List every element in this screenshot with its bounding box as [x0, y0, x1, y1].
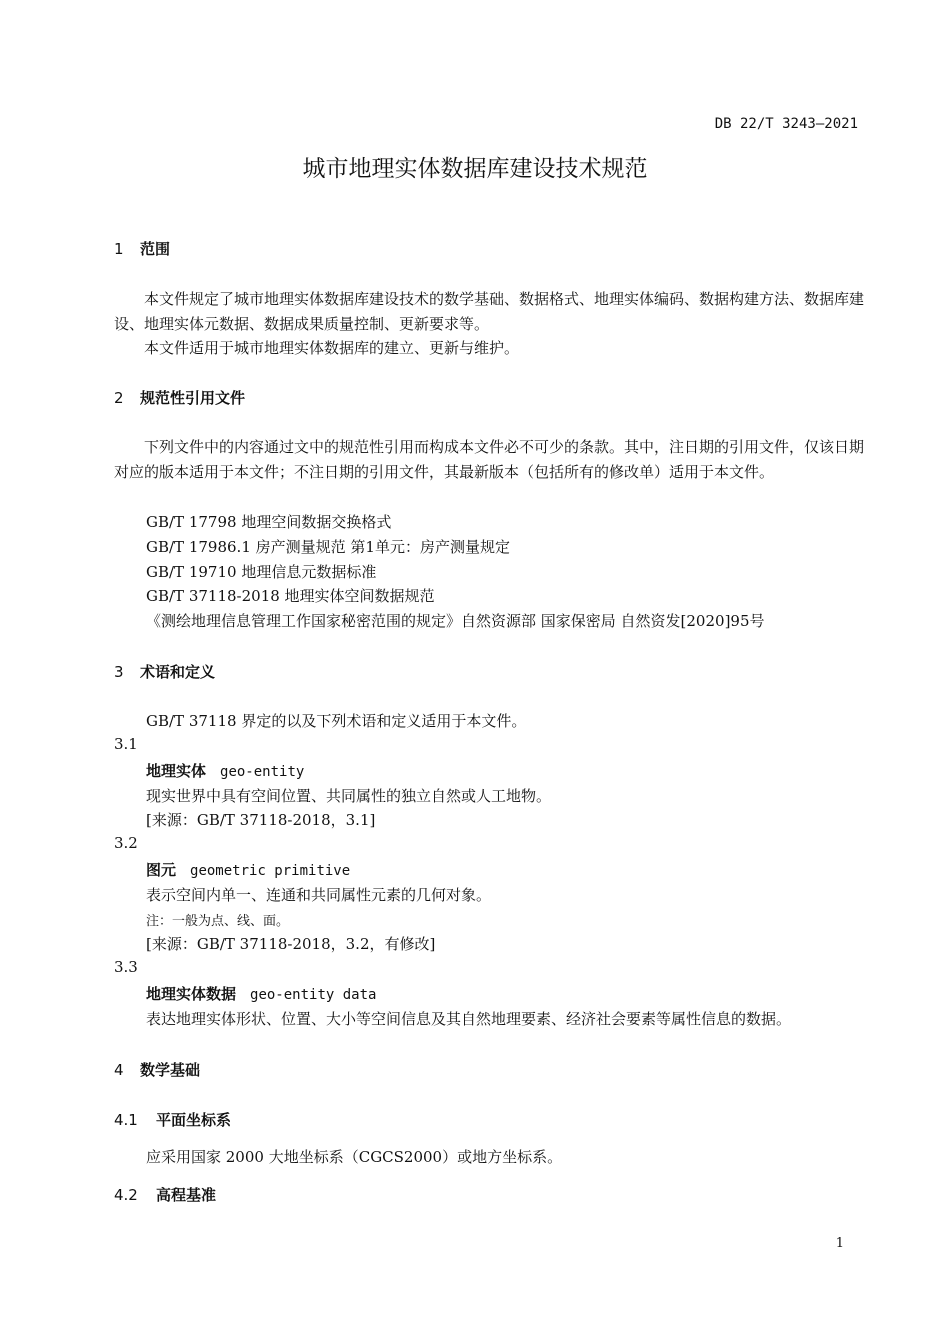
- section-number: 4: [114, 1061, 124, 1079]
- subsection-number: 4.1: [114, 1111, 138, 1129]
- term-chinese: 地理实体数据: [146, 985, 237, 1003]
- section-title: 范围: [140, 240, 171, 258]
- subsection-number: 4.2: [114, 1186, 138, 1204]
- reference-item: GB/T 19710 地理信息元数据标准: [146, 563, 377, 581]
- page-number: 1: [835, 1236, 844, 1251]
- term-source: [来源：GB/T 37118-2018，3.2，有修改]: [146, 935, 436, 953]
- term-chinese: 图元: [146, 861, 177, 879]
- term-source: [来源：GB/T 37118-2018，3.1]: [146, 811, 376, 829]
- section-title: 术语和定义: [140, 663, 216, 681]
- section-2-heading: [114, 387, 245, 408]
- term-number: 3.2: [114, 834, 138, 852]
- reference-item: GB/T 17986.1 房产测量规范 第1单元：房产测量规定: [146, 538, 510, 556]
- term-heading: [146, 859, 350, 880]
- term-heading: [146, 760, 304, 781]
- terms-intro: GB/T 37118 界定的以及下列术语和定义适用于本文件。: [146, 712, 527, 730]
- subsection-4-1-heading: [114, 1109, 231, 1130]
- section-1-heading: [114, 238, 170, 259]
- term-number: 3.3: [114, 958, 138, 976]
- section-title: 规范性引用文件: [140, 389, 246, 407]
- subsection-4-2-heading: [114, 1184, 216, 1205]
- reference-item: GB/T 17798 地理空间数据交换格式: [146, 513, 392, 531]
- term-english: geometric primitive: [190, 863, 351, 879]
- coordinate-system-text: 应采用国家 2000 大地坐标系（CGCS2000）或地方坐标系。: [146, 1148, 563, 1166]
- section-number: 2: [114, 389, 124, 407]
- term-english: geo-entity: [220, 764, 305, 780]
- subsection-title: 高程基准: [156, 1186, 217, 1204]
- term-chinese: 地理实体: [146, 762, 207, 780]
- subsection-title: 平面坐标系: [156, 1111, 232, 1129]
- term-note: 注：一般为点、线、面。: [146, 914, 290, 929]
- term-heading: [146, 983, 376, 1004]
- reference-item: 《测绘地理信息管理工作国家秘密范围的规定》自然资源部 国家保密局 自然资发[2020]95号: [146, 612, 765, 630]
- term-definition: 现实世界中具有空间位置、共同属性的独立自然或人工地物。: [146, 787, 552, 805]
- reference-item: GB/T 37118-2018 地理实体空间数据规范: [146, 587, 435, 605]
- section-title: 数学基础: [140, 1061, 201, 1079]
- term-number: 3.1: [114, 735, 138, 753]
- document-title: 城市地理实体数据库建设技术规范: [302, 156, 648, 182]
- section-number: 1: [114, 240, 124, 258]
- term-english: geo-entity data: [250, 987, 377, 1003]
- section-4-heading: [114, 1059, 200, 1080]
- scope-paragraph-1: 本文件规定了城市地理实体数据库建设技术的数学基础、数据格式、地理实体编码、数据构建方法、数据库建设、地理实体元数据、数据成果质量控制、更新要求等。: [114, 290, 865, 333]
- term-definition: 表达地理实体形状、位置、大小等空间信息及其自然地理要素、经济社会要素等属性信息的数据。: [146, 1010, 792, 1028]
- standard-number: DB 22/T 3243—2021: [714, 116, 858, 132]
- normative-references-intro: 下列文件中的内容通过文中的规范性引用而构成本文件必不可少的条款。其中，注日期的引用文件，仅该日期对应的版本适用于本文件；不注日期的引用文件，其最新版本（包括所有的修改单）适用于本文件。: [114, 438, 865, 481]
- section-3-heading: [114, 661, 215, 682]
- section-number: 3: [114, 663, 124, 681]
- term-definition: 表示空间内单一、连通和共同属性元素的几何对象。: [146, 886, 492, 904]
- scope-paragraph-2: 本文件适用于城市地理实体数据库的建立、更新与维护。: [144, 339, 520, 357]
